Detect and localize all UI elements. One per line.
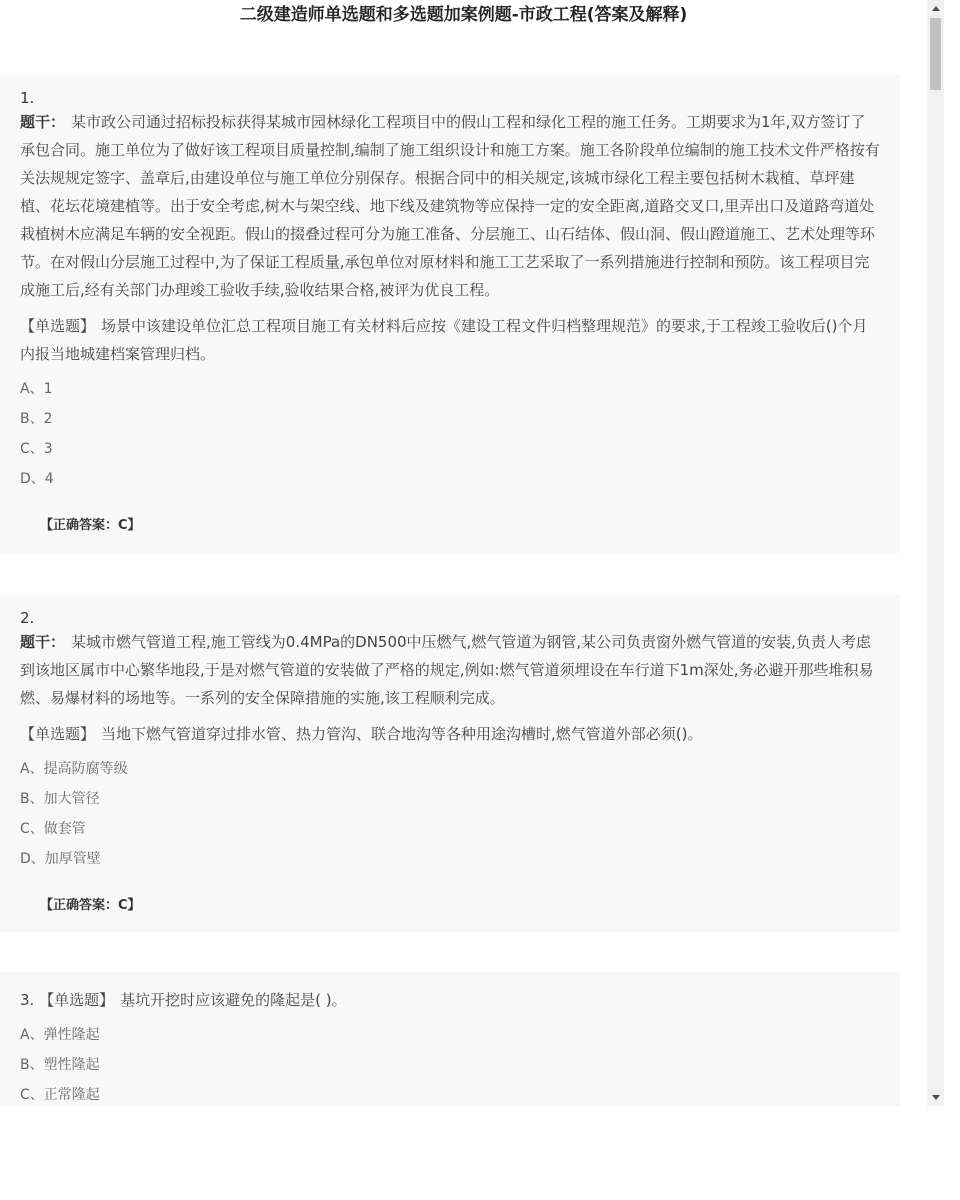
question-body: 场景中该建设单位汇总工程项目施工有关材料后应按《建设工程文件归档整理规范》的要求,于工程竣工验收后()个月内报当地城建档案管理归档。 (20, 317, 868, 363)
scroll-up-icon (932, 6, 940, 11)
question-number: 1. (20, 89, 35, 107)
question-stem (20, 628, 880, 712)
question-stem (20, 108, 880, 304)
option-a[interactable]: A、提高防腐等级 (20, 761, 128, 777)
scroll-down-button[interactable] (927, 1089, 944, 1106)
question-type: 【单选题】 (39, 991, 115, 1009)
stem-label: 题干： (20, 113, 66, 131)
stem-text: 某城市燃气管道工程,施工管线为0.4MPa的DN500中压燃气,燃气管道为钢管,某公司负责窗外燃气管道的安装,负责人考虑到该地区属市中心繁华地段,于是对燃气管道的安装做了严格的规定,例如:燃气管道须埋设在车行道下1m深处,务必避开那些堆积易燃、易爆材料的场地等。一系列的安全保障措施的实施,该工程顺利完成。 (20, 633, 874, 707)
correct-answer: 【正确答案：C】 (40, 518, 141, 533)
question-type: 【单选题】 (20, 317, 96, 335)
question-body: 基坑开挖时应该避免的隆起是( )。 (120, 991, 347, 1009)
option-c[interactable]: C、3 (20, 441, 53, 457)
scroll-down-icon (932, 1095, 940, 1100)
question-type: 【单选题】 (20, 725, 96, 743)
question-card-3 (0, 972, 900, 1106)
question-number: 2. (20, 609, 35, 627)
option-c[interactable]: C、做套管 (20, 821, 86, 837)
page-title: 二级建造师单选题和多选题加案例题-市政工程(答案及解释) (239, 5, 688, 25)
scroll-thumb[interactable] (930, 18, 941, 90)
question-text (20, 986, 880, 1014)
options-list (20, 1020, 880, 1106)
scroll-up-button[interactable] (927, 0, 944, 17)
stem-label: 题干： (20, 633, 66, 651)
vertical-scrollbar[interactable] (927, 0, 944, 1106)
question-number: 3. (20, 991, 35, 1009)
option-b[interactable]: B、加大管径 (20, 791, 100, 807)
correct-answer: 【正确答案：C】 (40, 898, 141, 913)
question-text (20, 312, 880, 368)
option-d[interactable]: D、4 (20, 471, 54, 487)
option-d[interactable]: D、加厚管壁 (20, 851, 101, 867)
option-b[interactable]: B、2 (20, 411, 53, 427)
option-c[interactable]: C、正常隆起 (20, 1087, 100, 1103)
stem-text: 某市政公司通过招标投标获得某城市园林绿化工程项目中的假山工程和绿化工程的施工任务。工期要求为1年,双方签订了承包合同。施工单位为了做好该工程项目质量控制,编制了施工组织设计和施工方案。施工各阶段单位编制的施工技术文件严格按有关法规规定签字、盖章后,由建设单位与施工单位分别保存。根据合同中的相关规定,该城市绿化工程主要包括树木栽植、草坪建植、花坛花境建植等。出于安全考虑,树木与架空线、地下线及建筑物等应保持一定的安全距离,道路交叉口,里弄出口及道路弯道处栽植树木应满足车辆的安全视距。假山的掇叠过程可分为施工准备、分层施工、山石结体、假山洞、假山蹬道施工、艺术处理等环节。在对假山分层施工过程中,为了保证工程质量,承包单位对原材料和施工工艺采取了一系列措施进行控制和预防。该工程项目完成施工后,经有关部门办理竣工验收手续,验收结果合格,被评为优良工程。 (20, 113, 880, 299)
options-list (20, 374, 880, 494)
question-text (20, 720, 880, 748)
option-a[interactable]: A、1 (20, 381, 53, 397)
option-a[interactable]: A、弹性隆起 (20, 1027, 100, 1043)
options-list (20, 754, 880, 874)
option-b[interactable]: B、塑性隆起 (20, 1057, 100, 1073)
question-card-1 (0, 74, 900, 553)
question-body: 当地下燃气管道穿过排水管、热力管沟、联合地沟等各种用途沟槽时,燃气管道外部必须()。 (101, 725, 703, 743)
question-card-2 (0, 594, 900, 932)
